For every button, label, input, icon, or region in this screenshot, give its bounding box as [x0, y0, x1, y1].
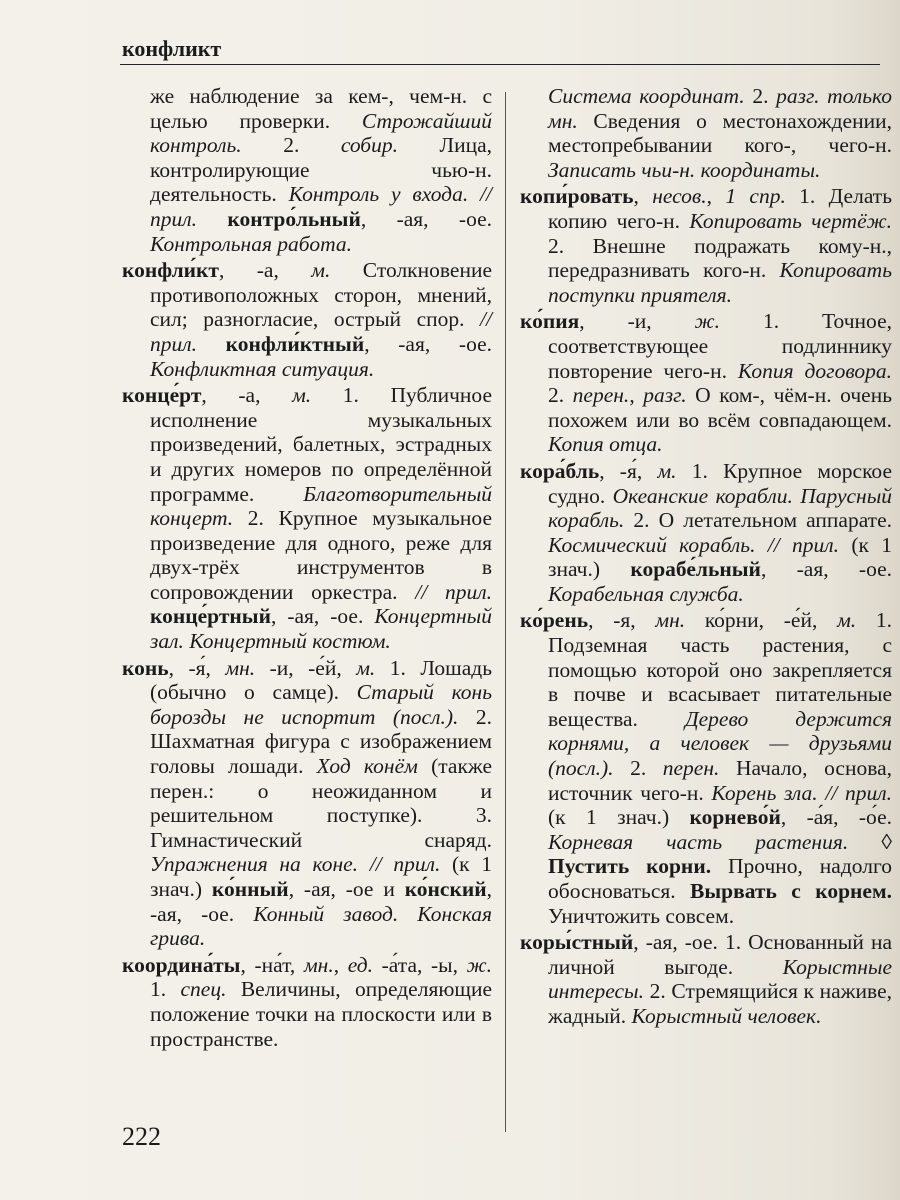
dictionary-entry: коры́стный, -ая, -ое. 1. Основанный на личной выгоде. Корыстные интересы. 2. Стремящийся к наживе, жадный. Корыстный человек. [520, 930, 892, 1028]
running-head: конфликт [122, 36, 222, 61]
dictionary-entry: ко́рень, -я, мн. ко́рни, -е́й, м. 1. Подземная часть растения, с помощью которой оно закрепляется в почве и всасывает питательные вещества. Дерево держится корнями, а человек — друзьями (посл.). 2. перен. Начало, основа, источник чего-н. Корень зла. // прил. (к 1 знач.) корнево́й, -а́я, -о́е. Корневая часть растения. ◊ Пустить корни. Прочно, надолго обосноваться. Вырвать с корнем. Уничтожить совсем. [520, 608, 893, 928]
dictionary-entry: кора́бль, -я́, м. 1. Крупное морское судно. Океанские корабли. Парусный корабль. 2. О летательном аппарате. Космический корабль. // прил. (к 1 знач.) корабе́льный, -ая, -ое. Корабельная служба. [520, 458, 893, 606]
left-column [122, 84, 492, 1053]
header-rule [120, 64, 880, 65]
dictionary-entry: Система координат. 2. разг. только мн. Сведения о местонахождении, местопребывании кого-, чего-н. Записать чьи-н. координаты. [548, 84, 892, 182]
dictionary-entry: ко́пия, -и, ж. 1. Точное, соответствующее подлиннику повторение чего-н. Копия договора. 2. перен., разг. О ком-, чём-н. очень похожем или во всём совпадающем. Копия отца. [520, 309, 892, 457]
dictionary-entry: копи́ровать, несов., 1 спр. 1. Делать копию чего-н. Копировать чертёж. 2. Внешне подражать кому-н., передразнивать кого-н. Копировать поступки приятеля. [520, 184, 893, 307]
dictionary-entry: конце́рт, -а, м. 1. Публичное исполнение музыкальных произведений, балетных, эстрадных и других номеров по определённой программе. Благотворительный концерт. 2. Крупное музыкальное произведение для одного, реже для двух-трёх инструментов в сопровождении оркестра. // прил. конце́ртный, -ая, -ое. Концертный зал. Концертный костюм. [122, 383, 492, 654]
right-column [520, 84, 892, 1031]
dictionary-entry: координа́ты, -на́т, мн., ед. -а́та, -ы, ж. 1. спец. Величины, определяющие положение точки на плоскости или в пространстве. [122, 952, 493, 1051]
page-number: 222 [122, 1122, 161, 1151]
dictionary-entry: же наблюдение за кем-, чем-н. с целью проверки. Строжайший контроль. 2. собир. Лица, контролирующие чью-н. деятельность. Контроль у входа. // прил. контро́льный, -ая, -ое. Контрольная работа. [150, 84, 492, 256]
column-divider [505, 92, 506, 1132]
dictionary-entry: конфли́кт, -а, м. Столкновение противоположных сторон, мнений, сил; разногласие, острый спор. // прил. конфли́ктный, -ая, -ое. Конфликтная ситуация. [122, 258, 492, 381]
dictionary-entry: конь, -я́, мн. -и, -е́й, м. 1. Лошадь (обычно о самце). Старый конь борозды не испортит (посл.). 2. Шахматная фигура с изображением головы лошади. Ход конём (также перен.: о неожиданном и решительном поступке). 3. Гимнастический снаряд. Упражнения на коне. // прил. (к 1 знач.) ко́нный, -ая, -ое и ко́нский, -ая, -ое. Конный завод. Конская грива. [122, 655, 493, 951]
